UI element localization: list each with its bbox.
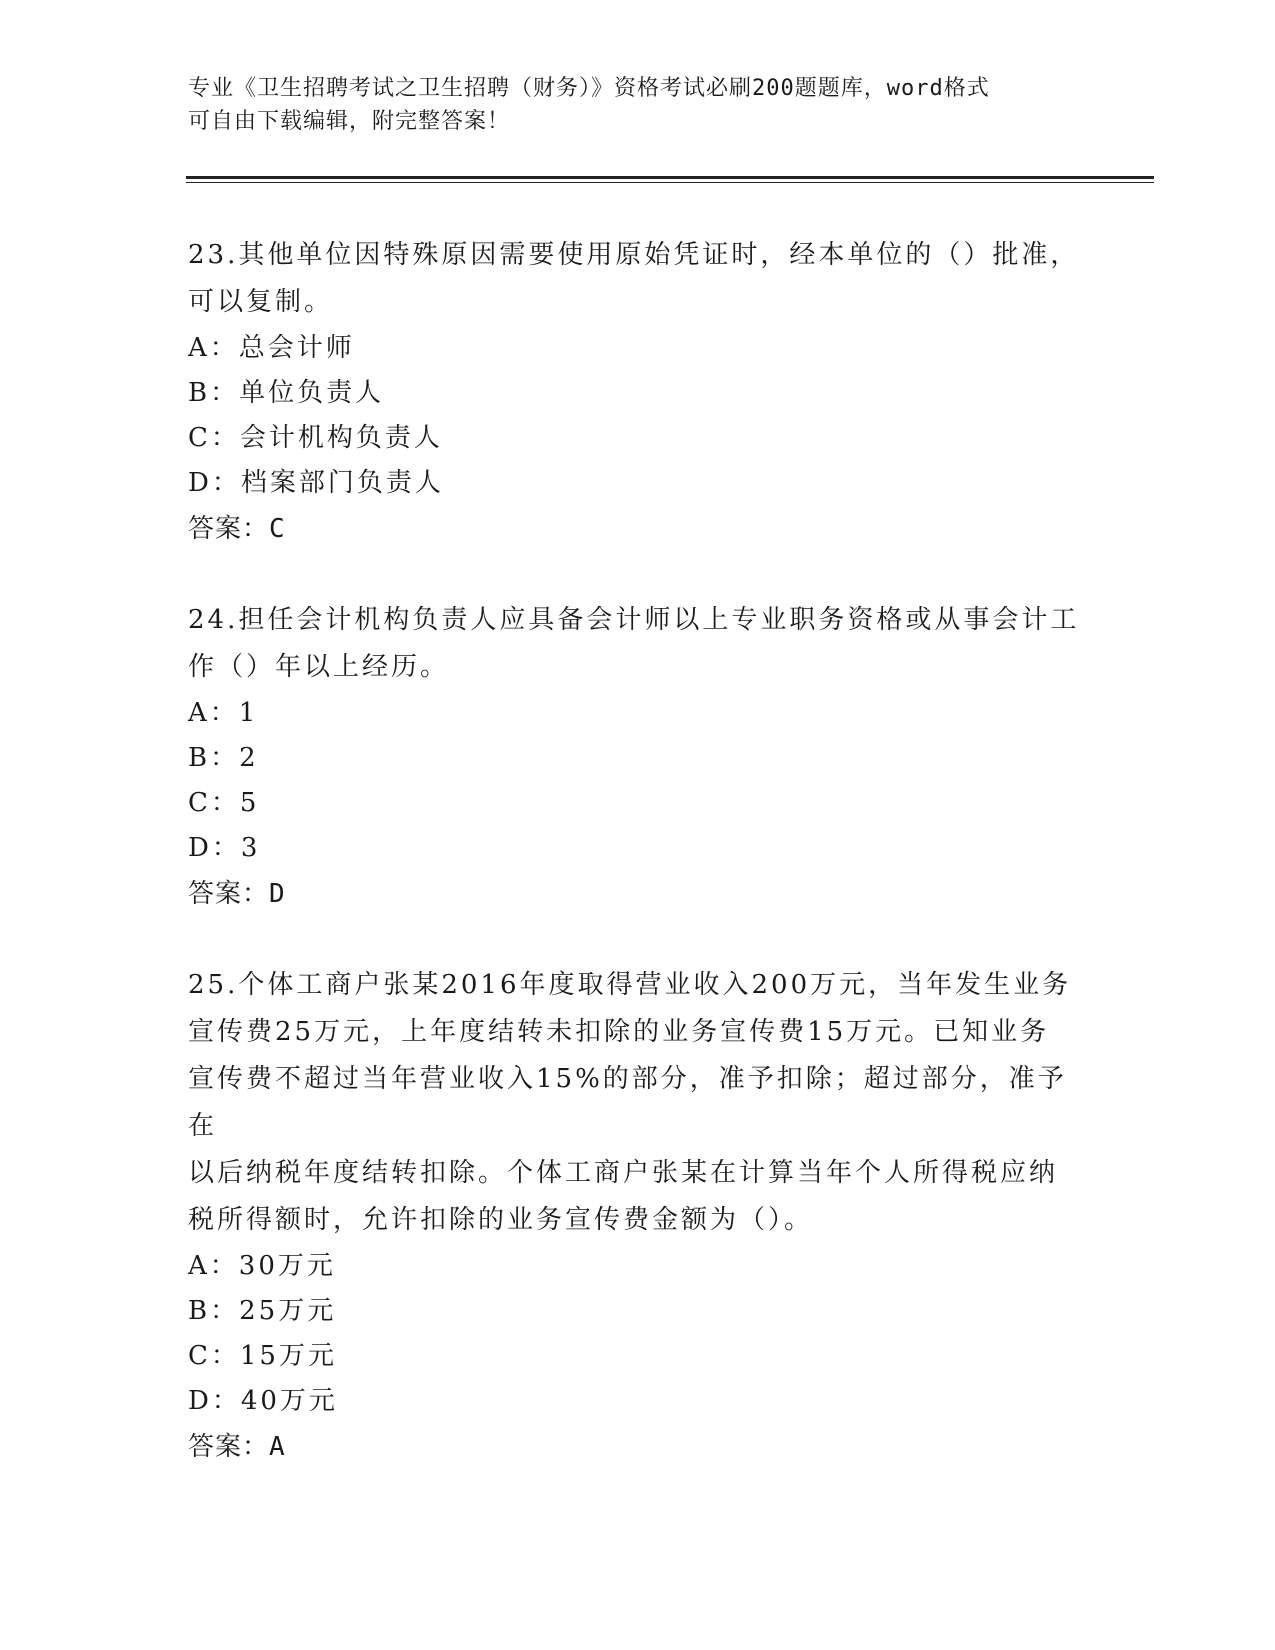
header-divider-thick xyxy=(186,176,1154,179)
question-text-line: 以后纳税年度结转扣除。个体工商户张某在计算当年个人所得税应纳 xyxy=(188,1158,1059,1188)
question-text-line: 宣传费25万元，上年度结转未扣除的业务宣传费15万元。已知业务 xyxy=(188,1017,1050,1047)
option-a: A：1 xyxy=(188,698,259,728)
answer-label: 答案：A xyxy=(188,1432,286,1462)
header-line-2: 可自由下载编辑，附完整答案！ xyxy=(188,109,511,134)
option-c: C：15万元 xyxy=(188,1341,337,1371)
question-text-line: 24.担任会计机构负责人应具备会计师以上专业职务资格或从事会计工 xyxy=(188,605,1080,635)
option-a: A：30万元 xyxy=(188,1251,336,1281)
question-text-line: 宣传费不超过当年营业收入15%的部分，准予扣除；超过部分，准予在 xyxy=(188,1064,1067,1141)
option-d: D：档案部门负责人 xyxy=(188,468,444,498)
question-23 xyxy=(188,232,1088,552)
header-line-1: 专业《卫生招聘考试之卫生招聘（财务）》资格考试必刷200题题库，word格式 xyxy=(188,76,990,101)
option-b: B：单位负责人 xyxy=(188,378,385,408)
option-a: A：总会计师 xyxy=(188,333,355,363)
option-b: B：2 xyxy=(188,743,259,773)
question-text-line: 25.个体工商户张某2016年度取得营业收入200万元，当年发生业务 xyxy=(188,970,1072,1000)
question-text-line: 23.其他单位因特殊原因需要使用原始凭证时，经本单位的（）批准， xyxy=(188,240,1080,270)
document-header xyxy=(188,72,1088,138)
question-25 xyxy=(188,962,1088,1470)
option-d: D：3 xyxy=(188,833,261,863)
question-24 xyxy=(188,597,1088,917)
option-d: D：40万元 xyxy=(188,1386,338,1416)
option-c: C：5 xyxy=(188,788,260,818)
answer-label: 答案：D xyxy=(188,879,286,909)
question-text-line: 作（）年以上经历。 xyxy=(188,652,450,682)
option-c: C：会计机构负责人 xyxy=(188,423,443,453)
question-text-line: 可以复制。 xyxy=(188,287,334,317)
question-text-line: 税所得额时，允许扣除的业务宣传费金额为（）。 xyxy=(188,1205,814,1235)
header-divider-thin xyxy=(186,182,1154,183)
option-b: B：25万元 xyxy=(188,1296,337,1326)
answer-label: 答案：C xyxy=(188,514,286,544)
